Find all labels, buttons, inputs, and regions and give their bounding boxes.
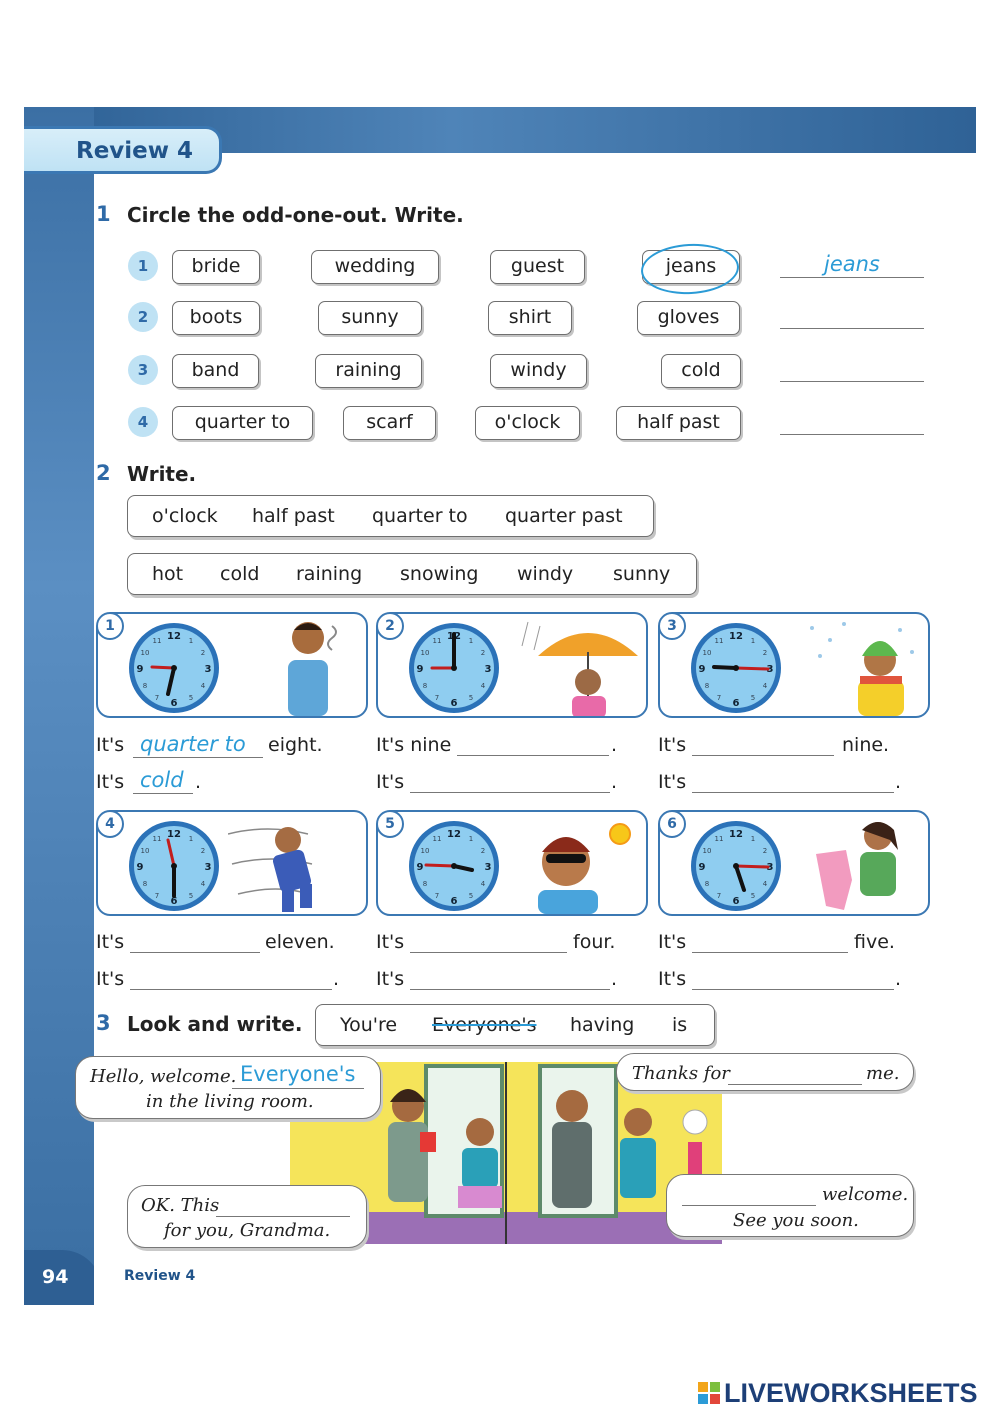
answer-line[interactable] [410, 952, 567, 953]
windy-man-illustration [228, 814, 358, 914]
bubble-text: welcome. [822, 1184, 909, 1205]
panel-number: 3 [658, 612, 686, 640]
answer-line [133, 793, 193, 794]
word-option[interactable]: o'clock [475, 406, 580, 440]
answer-line[interactable] [780, 328, 924, 329]
sentence-prefix: It's [376, 931, 405, 953]
picture-panel-2 [376, 612, 648, 718]
bubble-text: OK. This [141, 1195, 220, 1216]
sentence-suffix: nine. [842, 734, 890, 756]
sentence-prefix: It's [658, 771, 687, 793]
sentence-prefix: It's [376, 968, 405, 990]
bank-word: snowing [400, 563, 479, 585]
picture-panel-5 [376, 810, 648, 916]
bank-word: having [570, 1014, 635, 1036]
clock-icon [126, 818, 222, 914]
exercise-3-number: 3 [96, 1011, 111, 1035]
row-number: 4 [128, 407, 158, 437]
sentence-prefix: It's [658, 931, 687, 953]
page-title: Review 4 [76, 138, 194, 164]
clock-icon [688, 818, 784, 914]
answer-line[interactable] [692, 952, 848, 953]
sentence-suffix: four. [573, 931, 616, 953]
word-option[interactable]: scarf [343, 406, 436, 440]
word-option[interactable]: boots [172, 301, 260, 335]
sentence-prefix: It's [96, 771, 125, 793]
word-option[interactable]: cold [661, 354, 741, 388]
word-option[interactable]: shirt [488, 301, 572, 335]
answer-field[interactable]: jeans [824, 252, 880, 276]
answer-line [780, 277, 924, 278]
bank-word: quarter to [372, 505, 468, 527]
review-tab [24, 126, 222, 174]
sentence-prefix: It's [658, 734, 687, 756]
answer-field[interactable]: cold [140, 768, 184, 792]
umbrella-rain-illustration [518, 616, 638, 716]
sentence-suffix: . [611, 734, 618, 756]
exercise-3-title: Look and write. [127, 1012, 303, 1036]
bank-word: half past [252, 505, 335, 527]
answer-line[interactable] [410, 792, 610, 793]
sentence-prefix: It's [96, 734, 125, 756]
sentence-suffix: eight. [268, 734, 323, 756]
answer-line[interactable] [728, 1084, 862, 1085]
answer-line[interactable] [457, 755, 609, 756]
bank-word: is [672, 1014, 688, 1036]
picture-panel-4 [96, 810, 368, 916]
answer-line[interactable] [692, 989, 894, 990]
answer-field[interactable]: Everyone's [240, 1062, 356, 1086]
sunny-boy-illustration [508, 814, 638, 914]
answer-line[interactable] [692, 792, 894, 793]
bubble-text: Hello, welcome. [90, 1066, 237, 1087]
exercise-1-title: Circle the odd-one-out. Write. [127, 203, 464, 227]
liveworksheets-brand[interactable]: LIVEWORKSHEETS [724, 1378, 978, 1408]
weather-word-bank [127, 553, 697, 595]
bank-word: You're [340, 1014, 398, 1036]
bank-word: cold [220, 563, 260, 585]
bank-word: quarter past [505, 505, 623, 527]
bank-word: windy [517, 563, 574, 585]
row-number: 2 [128, 302, 158, 332]
sentence-suffix: . [895, 968, 902, 990]
dialogue-word-bank [315, 1004, 715, 1046]
row-number: 3 [128, 355, 158, 385]
answer-line[interactable] [780, 434, 924, 435]
panel-number: 1 [96, 612, 124, 640]
sentence-suffix: . [611, 771, 618, 793]
picture-panel-3 [658, 612, 930, 718]
sentence-prefix: It's [658, 968, 687, 990]
panel-number: 6 [658, 810, 686, 838]
time-word-bank [127, 495, 654, 537]
answer-field[interactable]: quarter to [140, 732, 246, 756]
answer-line[interactable] [130, 989, 332, 990]
word-option[interactable]: wedding [311, 250, 439, 284]
answer-line [232, 1088, 364, 1089]
panel-number: 5 [376, 810, 404, 838]
row-number: 1 [128, 251, 158, 281]
clock-icon [126, 620, 222, 716]
answer-line[interactable] [692, 755, 834, 756]
bubble-text: in the living room. [146, 1091, 314, 1112]
panel-number: 2 [376, 612, 404, 640]
picture-panel-1 [96, 612, 368, 718]
page-number: 94 [42, 1266, 69, 1288]
bank-word: sunny [613, 563, 671, 585]
sentence-suffix: eleven. [265, 931, 335, 953]
word-option[interactable]: sunny [318, 301, 422, 335]
word-option[interactable]: windy [490, 354, 587, 388]
sentence-suffix: five. [854, 931, 895, 953]
bubble-text: me. [866, 1063, 900, 1084]
word-option[interactable]: jeans [642, 250, 740, 284]
answer-line[interactable] [130, 952, 260, 953]
bubble-text: for you, Grandma. [164, 1220, 331, 1241]
word-option[interactable]: quarter to [172, 406, 313, 440]
exercise-2-title: Write. [127, 462, 197, 486]
clock-icon [406, 818, 502, 914]
word-option[interactable]: half past [616, 406, 741, 440]
answer-line[interactable] [780, 381, 924, 382]
word-option[interactable]: guest [490, 250, 585, 284]
bank-word: o'clock [152, 505, 218, 527]
sentence-prefix: It's nine [376, 734, 452, 756]
exercise-2-number: 2 [96, 461, 111, 485]
snowing-girl-illustration [800, 616, 920, 716]
sentence-prefix: It's [96, 968, 125, 990]
sentence-suffix: . [895, 771, 902, 793]
bubble-text: Thanks for [632, 1063, 730, 1084]
left-margin-band [24, 107, 94, 1305]
panel-number: 4 [96, 810, 124, 838]
sentence-suffix: . [195, 771, 202, 793]
answer-line [133, 757, 263, 758]
clock-icon [688, 620, 784, 716]
answer-line[interactable] [410, 989, 610, 990]
answer-line[interactable] [216, 1216, 350, 1217]
sentence-suffix: . [611, 968, 618, 990]
sentence-prefix: It's [96, 931, 125, 953]
bank-word: hot [152, 563, 184, 585]
answer-line[interactable] [682, 1205, 816, 1206]
cold-girl-illustration [800, 814, 920, 914]
liveworksheets-logo-icon [698, 1382, 720, 1404]
clock-icon [406, 620, 502, 716]
word-option[interactable]: raining [315, 354, 422, 388]
word-option[interactable]: gloves [637, 301, 740, 335]
bank-word-crossed: Everyone's [432, 1014, 537, 1036]
sentence-prefix: It's [376, 771, 405, 793]
footer-label: Review 4 [124, 1268, 196, 1284]
exercise-1-number: 1 [96, 202, 111, 226]
bank-word: raining [296, 563, 363, 585]
word-option[interactable]: band [172, 354, 259, 388]
picture-panel-6 [658, 810, 930, 916]
bubble-text: See you soon. [733, 1210, 859, 1231]
sentence-suffix: . [333, 968, 340, 990]
cold-boy-illustration [248, 616, 358, 716]
word-option[interactable]: bride [172, 250, 260, 284]
